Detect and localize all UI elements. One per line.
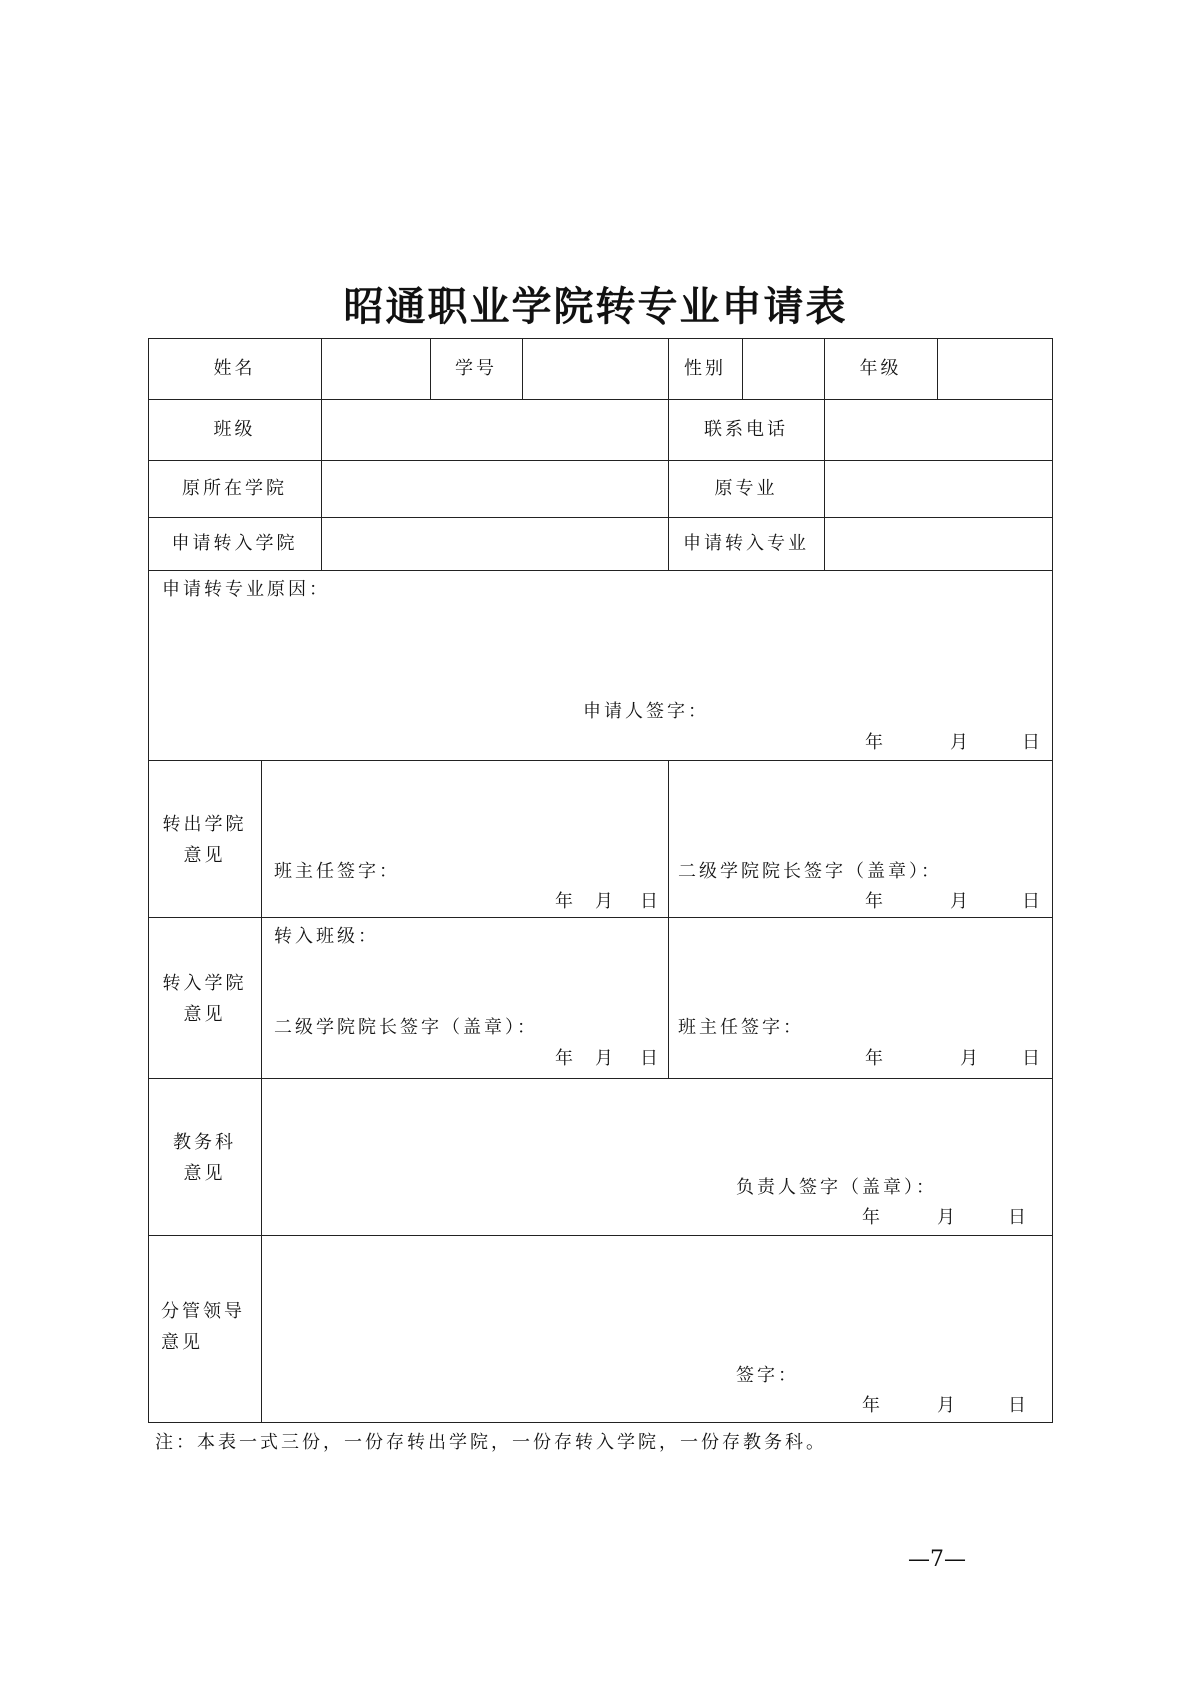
row-divider-4 — [148, 570, 1053, 571]
reason-label: 申请转专业原因： — [162, 579, 330, 600]
applicant-signature-label: 申请人签字： — [583, 701, 709, 722]
row-divider-8 — [148, 1235, 1053, 1236]
in-right-date-day: 日 — [1022, 1048, 1043, 1069]
aa-date-year: 年 — [862, 1207, 883, 1228]
out-right-date-month: 月 — [950, 891, 971, 912]
target-college-label: 申请转入学院 — [171, 533, 298, 554]
aa-date-month: 月 — [937, 1207, 958, 1228]
col-divider-e — [742, 338, 743, 399]
grade-label: 年级 — [859, 358, 902, 379]
out-right-date-day: 日 — [1022, 891, 1043, 912]
col-divider-g — [937, 338, 938, 399]
row-divider-1 — [148, 399, 1053, 400]
leader-signature: 签字： — [736, 1365, 799, 1386]
leader-label-line2: 意见 — [161, 1332, 203, 1353]
aa-date-day: 日 — [1008, 1207, 1029, 1228]
row-divider-2 — [148, 460, 1053, 461]
col-divider-c — [522, 338, 523, 399]
row-divider-6 — [148, 917, 1053, 918]
in-class-label: 转入班级： — [274, 926, 379, 947]
transfer-out-label-line2: 意见 — [183, 845, 226, 866]
in-head-teacher-signature: 班主任签字： — [678, 1017, 804, 1038]
row-divider-7 — [148, 1078, 1053, 1079]
academic-affairs-signature: 负责人签字（盖章）： — [736, 1177, 937, 1198]
page-title: 昭通职业学院转专业申请表 — [343, 283, 848, 330]
opinion-col-divider — [668, 760, 669, 1078]
leader-date-month: 月 — [937, 1395, 958, 1416]
reason-date-year: 年 — [865, 732, 886, 753]
out-left-date-month: 月 — [595, 891, 616, 912]
in-left-date-day: 日 — [640, 1048, 661, 1069]
gender-label: 性别 — [684, 358, 726, 379]
in-right-date-year: 年 — [865, 1048, 886, 1069]
out-left-date-day: 日 — [640, 891, 661, 912]
target-major-label: 申请转入专业 — [683, 533, 809, 554]
student-id-label: 学号 — [455, 358, 497, 379]
col-divider-a — [321, 338, 322, 570]
in-right-date-month: 月 — [960, 1048, 981, 1069]
in-left-date-month: 月 — [595, 1048, 616, 1069]
page-number: —7— — [908, 1547, 966, 1572]
leader-date-year: 年 — [862, 1395, 883, 1416]
in-dean-signature: 二级学院院长签字（盖章）： — [274, 1017, 538, 1038]
academic-affairs-label-line1: 教务科 — [173, 1132, 236, 1153]
name-label: 姓名 — [213, 358, 256, 379]
transfer-in-label-line2: 意见 — [183, 1004, 226, 1025]
label-col-divider — [261, 760, 262, 1423]
out-right-date-year: 年 — [865, 891, 886, 912]
original-major-label: 原专业 — [714, 478, 778, 499]
out-dean-signature: 二级学院院长签字（盖章）： — [678, 861, 942, 882]
out-left-date-year: 年 — [555, 891, 576, 912]
footnote: 注：本表一式三份，一份存转出学院，一份存转入学院，一份存教务科。 — [155, 1432, 827, 1453]
transfer-in-label-line1: 转入学院 — [162, 973, 247, 994]
row-divider-5 — [148, 760, 1053, 761]
leader-label-line1: 分管领导 — [161, 1301, 245, 1322]
reason-date-month: 月 — [950, 732, 971, 753]
row-divider-3 — [148, 517, 1053, 518]
out-head-teacher-signature: 班主任签字： — [274, 861, 400, 882]
in-left-date-year: 年 — [555, 1048, 576, 1069]
transfer-out-label-line1: 转出学院 — [162, 814, 247, 835]
original-college-label: 原所在学院 — [182, 478, 287, 499]
academic-affairs-label-line2: 意见 — [183, 1163, 226, 1184]
class-label: 班级 — [213, 419, 256, 440]
reason-date-day: 日 — [1022, 732, 1043, 753]
leader-date-day: 日 — [1008, 1395, 1029, 1416]
phone-label: 联系电话 — [704, 419, 788, 440]
